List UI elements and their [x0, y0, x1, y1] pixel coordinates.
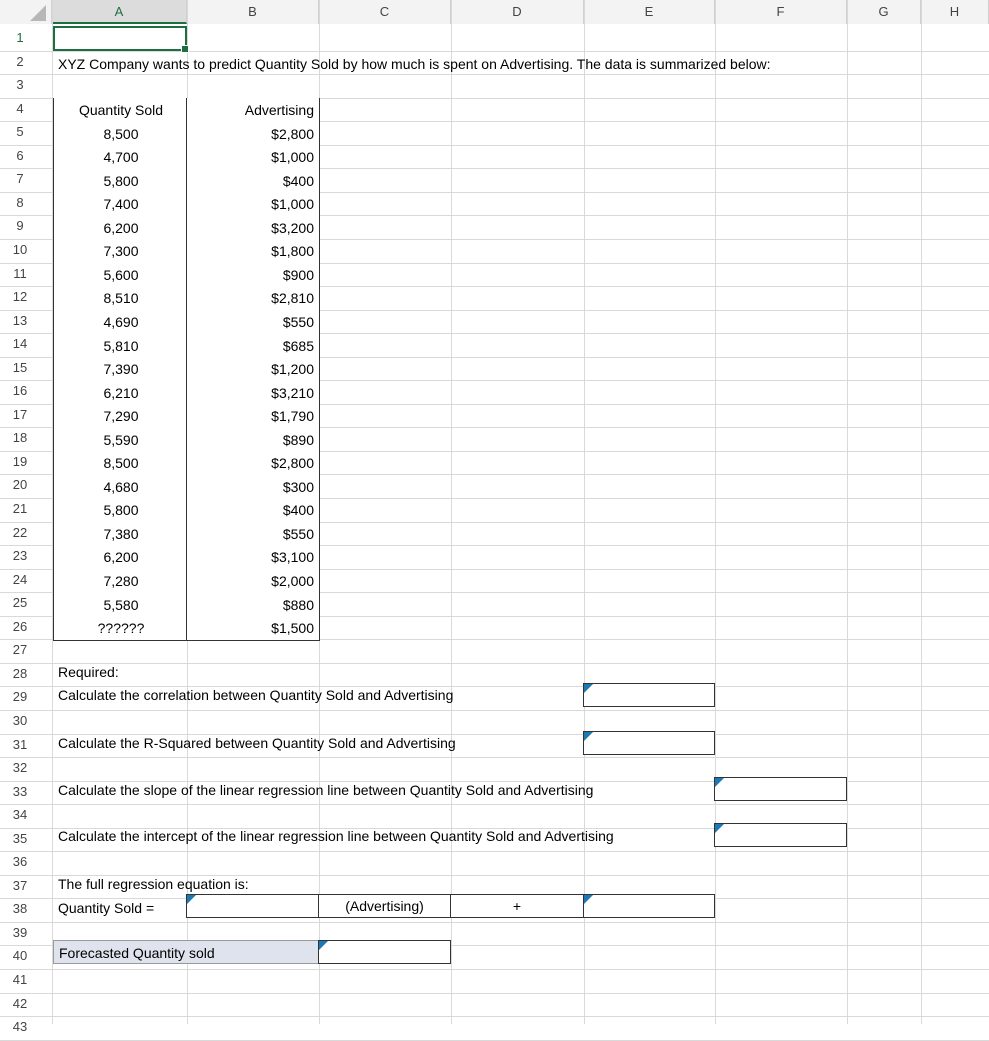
advertising-value: $1,800: [271, 243, 314, 259]
quantity-sold-value-cell[interactable]: [53, 616, 187, 640]
correlation-question: Calculate the correlation between Quantity Sold and Advertising: [58, 687, 454, 703]
quantity-sold-value: 5,810: [103, 338, 139, 354]
column-header-f[interactable]: F: [715, 0, 847, 24]
quantity-sold-value-cell[interactable]: [53, 545, 187, 569]
row-header-37[interactable]: 37: [12, 878, 28, 893]
correlation-answer-cell[interactable]: [583, 683, 715, 707]
advertising-value: $890: [282, 432, 314, 448]
quantity-sold-value: ??????: [97, 620, 145, 636]
equation-heading: The full regression equation is:: [58, 876, 249, 892]
active-cell-a1[interactable]: [53, 26, 187, 51]
quantity-sold-value-cell[interactable]: [53, 334, 187, 358]
slope-answer-cell[interactable]: [714, 777, 847, 801]
advertising-value: $3,200: [271, 220, 314, 236]
row-header-28[interactable]: 28: [12, 666, 28, 681]
quantity-sold-value-cell[interactable]: [53, 475, 187, 499]
advertising-value: $550: [282, 526, 314, 542]
column-header-h[interactable]: H: [921, 0, 989, 24]
quantity-sold-value-cell[interactable]: [53, 451, 187, 475]
row-header-34[interactable]: 34: [12, 807, 28, 822]
advertising-value-cell[interactable]: [186, 310, 320, 334]
quantity-sold-value-cell[interactable]: [53, 239, 187, 263]
quantity-sold-value: 4,680: [103, 479, 139, 495]
advertising-term-label: (Advertising): [345, 898, 424, 914]
forecast-answer-cell[interactable]: [318, 940, 451, 964]
quantity-sold-value: 7,390: [103, 361, 139, 377]
rsquared-question: Calculate the R-Squared between Quantity Sold and Advertising: [58, 735, 456, 751]
row-header-16[interactable]: 16: [12, 383, 28, 398]
row-header-2[interactable]: 2: [16, 54, 24, 69]
column-header-e[interactable]: E: [584, 0, 715, 24]
row-header-9[interactable]: 9: [16, 218, 24, 233]
advertising-value-cell[interactable]: [186, 545, 320, 569]
quantity-sold-value-cell[interactable]: [53, 192, 187, 216]
quantity-sold-value: 5,590: [103, 432, 139, 448]
comment-flag-icon: [319, 941, 328, 950]
plus-sign: +: [512, 898, 522, 914]
column-header-d[interactable]: D: [451, 0, 584, 24]
quantity-sold-value: 7,380: [103, 526, 139, 542]
row-header-5[interactable]: 5: [16, 124, 24, 139]
advertising-value-cell[interactable]: [186, 122, 320, 146]
slope-question: Calculate the slope of the linear regression line between Quantity Sold and Advertising: [58, 782, 594, 798]
advertising-value-cell[interactable]: [186, 428, 320, 452]
quantity-sold-label: Quantity Sold =: [58, 900, 155, 916]
advertising-value-cell[interactable]: [186, 593, 320, 617]
row-header-6[interactable]: 6: [16, 148, 24, 163]
advertising-value: $1,000: [271, 196, 314, 212]
quantity-sold-value: 6,200: [103, 220, 139, 236]
quantity-sold-value: 7,400: [103, 196, 139, 212]
advertising-value: $400: [282, 173, 314, 189]
required-heading: Required:: [58, 664, 119, 680]
header-quantity-sold-cell[interactable]: [53, 98, 187, 122]
row-header-22[interactable]: 22: [12, 525, 28, 540]
equation-intercept-cell[interactable]: [583, 894, 715, 918]
quantity-sold-value: 6,210: [103, 385, 139, 401]
row-header-36[interactable]: 36: [12, 854, 28, 869]
advertising-value: $880: [282, 597, 314, 613]
advertising-value-cell[interactable]: [186, 169, 320, 193]
quantity-sold-value: 8,510: [103, 290, 139, 306]
row-header-41[interactable]: 41: [12, 972, 28, 987]
row-header-25[interactable]: 25: [12, 595, 28, 610]
row-header-1[interactable]: 1: [16, 30, 24, 45]
advertising-value-cell[interactable]: [186, 381, 320, 405]
row-header-24[interactable]: 24: [12, 572, 28, 587]
equation-slope-cell[interactable]: [186, 894, 319, 918]
advertising-value: $2,810: [271, 290, 314, 306]
quantity-sold-value: 8,500: [103, 126, 139, 142]
quantity-sold-value: 7,300: [103, 243, 139, 259]
quantity-sold-value: 5,800: [103, 173, 139, 189]
row-header-31[interactable]: 31: [12, 737, 28, 752]
quantity-sold-value-cell[interactable]: [53, 216, 187, 240]
advertising-value: $2,800: [271, 126, 314, 142]
row-header-10[interactable]: 10: [12, 242, 28, 257]
advertising-value: $300: [282, 479, 314, 495]
header-quantity-sold: Quantity Sold: [78, 102, 164, 118]
row-header-12[interactable]: 12: [12, 289, 28, 304]
row-header-26[interactable]: 26: [12, 619, 28, 634]
forecast-label-cell: [53, 940, 319, 964]
advertising-value-cell[interactable]: [186, 569, 320, 593]
quantity-sold-value-cell[interactable]: [53, 593, 187, 617]
advertising-value-cell[interactable]: [186, 357, 320, 381]
comment-flag-icon: [584, 732, 593, 741]
advertising-value-cell[interactable]: [186, 404, 320, 428]
advertising-value-cell[interactable]: [186, 192, 320, 216]
advertising-value: $2,000: [271, 573, 314, 589]
column-header-c[interactable]: C: [319, 0, 451, 24]
advertising-value-cell[interactable]: [186, 522, 320, 546]
quantity-sold-value: 5,580: [103, 597, 139, 613]
quantity-sold-value: 8,500: [103, 455, 139, 471]
comment-flag-icon: [187, 895, 196, 904]
row-header-30[interactable]: 30: [12, 713, 28, 728]
advertising-value: $1,200: [271, 361, 314, 377]
row-header-18[interactable]: 18: [12, 430, 28, 445]
intro-text: XYZ Company wants to predict Quantity Sold by how much is spent on Advertising. The data is summarized below:: [58, 56, 771, 72]
row-header-29[interactable]: 29: [12, 689, 28, 704]
advertising-value: $2,800: [271, 455, 314, 471]
row-header-4[interactable]: 4: [16, 101, 24, 116]
select-all-corner[interactable]: [0, 0, 52, 24]
advertising-value: $685: [282, 338, 314, 354]
quantity-sold-value-cell[interactable]: [53, 263, 187, 287]
intercept-question: Calculate the intercept of the linear regression line between Quantity Sold and Advertising: [58, 828, 614, 844]
row-header-7[interactable]: 7: [16, 171, 24, 186]
quantity-sold-value-cell[interactable]: [53, 145, 187, 169]
row-header-23[interactable]: 23: [12, 548, 28, 563]
quantity-sold-value: 5,600: [103, 267, 139, 283]
advertising-value-cell[interactable]: [186, 286, 320, 310]
quantity-sold-value-cell[interactable]: [53, 522, 187, 546]
quantity-sold-value: 7,290: [103, 408, 139, 424]
row-header-11[interactable]: 11: [13, 266, 27, 281]
quantity-sold-value-cell[interactable]: [53, 357, 187, 381]
row-header-39[interactable]: 39: [12, 925, 28, 940]
row-header-35[interactable]: 35: [12, 831, 28, 846]
advertising-value-cell[interactable]: [186, 216, 320, 240]
quantity-sold-value-cell[interactable]: [53, 428, 187, 452]
advertising-value-cell[interactable]: [186, 334, 320, 358]
advertising-value-cell[interactable]: [186, 451, 320, 475]
quantity-sold-value: 5,800: [103, 502, 139, 518]
quantity-sold-value: 4,700: [103, 149, 139, 165]
advertising-value: $3,210: [271, 385, 314, 401]
advertising-value: $900: [282, 267, 314, 283]
row-header-3[interactable]: 3: [16, 77, 24, 92]
row-header-19[interactable]: 19: [12, 454, 28, 469]
row-header-27[interactable]: 27: [12, 642, 28, 657]
quantity-sold-value-cell[interactable]: [53, 310, 187, 334]
intercept-answer-cell[interactable]: [714, 823, 847, 847]
quantity-sold-value: 4,690: [103, 314, 139, 330]
advertising-value: $1,500: [271, 620, 314, 636]
quantity-sold-value-cell[interactable]: [53, 404, 187, 428]
table-bottom-border: [53, 640, 320, 641]
advertising-value-cell[interactable]: [186, 239, 320, 263]
row-header-40[interactable]: 40: [12, 948, 28, 963]
quantity-sold-value-cell[interactable]: [53, 569, 187, 593]
row-header-33[interactable]: 33: [12, 784, 28, 799]
quantity-sold-value-cell[interactable]: [53, 286, 187, 310]
advertising-value: $400: [282, 502, 314, 518]
row-header-38[interactable]: 38: [12, 901, 28, 916]
quantity-sold-value: 6,200: [103, 549, 139, 565]
quantity-sold-value-cell[interactable]: [53, 498, 187, 522]
advertising-term-cell: [318, 894, 451, 918]
column-header-a[interactable]: A: [52, 0, 187, 24]
row-header-32[interactable]: 32: [12, 760, 28, 775]
row-header-15[interactable]: 15: [12, 360, 28, 375]
advertising-value-cell[interactable]: [186, 145, 320, 169]
advertising-value-cell[interactable]: [186, 263, 320, 287]
advertising-value-cell[interactable]: [186, 616, 320, 640]
header-advertising: Advertising: [244, 102, 314, 118]
row-header-17[interactable]: 17: [12, 407, 28, 422]
comment-flag-icon: [584, 684, 593, 693]
advertising-value: $1,790: [271, 408, 314, 424]
comment-flag-icon: [715, 824, 724, 833]
quantity-sold-value: 7,280: [103, 573, 139, 589]
comment-flag-icon: [584, 895, 593, 904]
row-header-43[interactable]: 43: [12, 1019, 28, 1034]
advertising-value: $1,000: [271, 149, 314, 165]
row-header-21[interactable]: 21: [12, 501, 28, 516]
plus-cell: [450, 894, 584, 918]
comment-flag-icon: [715, 778, 724, 787]
row-header-14[interactable]: 14: [12, 336, 28, 351]
row-header-20[interactable]: 20: [12, 477, 28, 492]
advertising-value: $3,100: [271, 549, 314, 565]
row-header-13[interactable]: 13: [12, 313, 28, 328]
rsquared-answer-cell[interactable]: [583, 731, 715, 755]
quantity-sold-value-cell[interactable]: [53, 169, 187, 193]
row-header-8[interactable]: 8: [16, 195, 24, 210]
header-advertising-cell[interactable]: [186, 98, 320, 122]
column-header-g[interactable]: G: [847, 0, 921, 24]
select-all-icon: [30, 5, 46, 21]
forecast-label: Forecasted Quantity sold: [59, 945, 215, 961]
advertising-value: $550: [282, 314, 314, 330]
advertising-value-cell[interactable]: [186, 475, 320, 499]
quantity-sold-value-cell[interactable]: [53, 122, 187, 146]
row-header-42[interactable]: 42: [12, 996, 28, 1011]
quantity-sold-value-cell[interactable]: [53, 381, 187, 405]
column-header-b[interactable]: B: [187, 0, 319, 24]
advertising-value-cell[interactable]: [186, 498, 320, 522]
